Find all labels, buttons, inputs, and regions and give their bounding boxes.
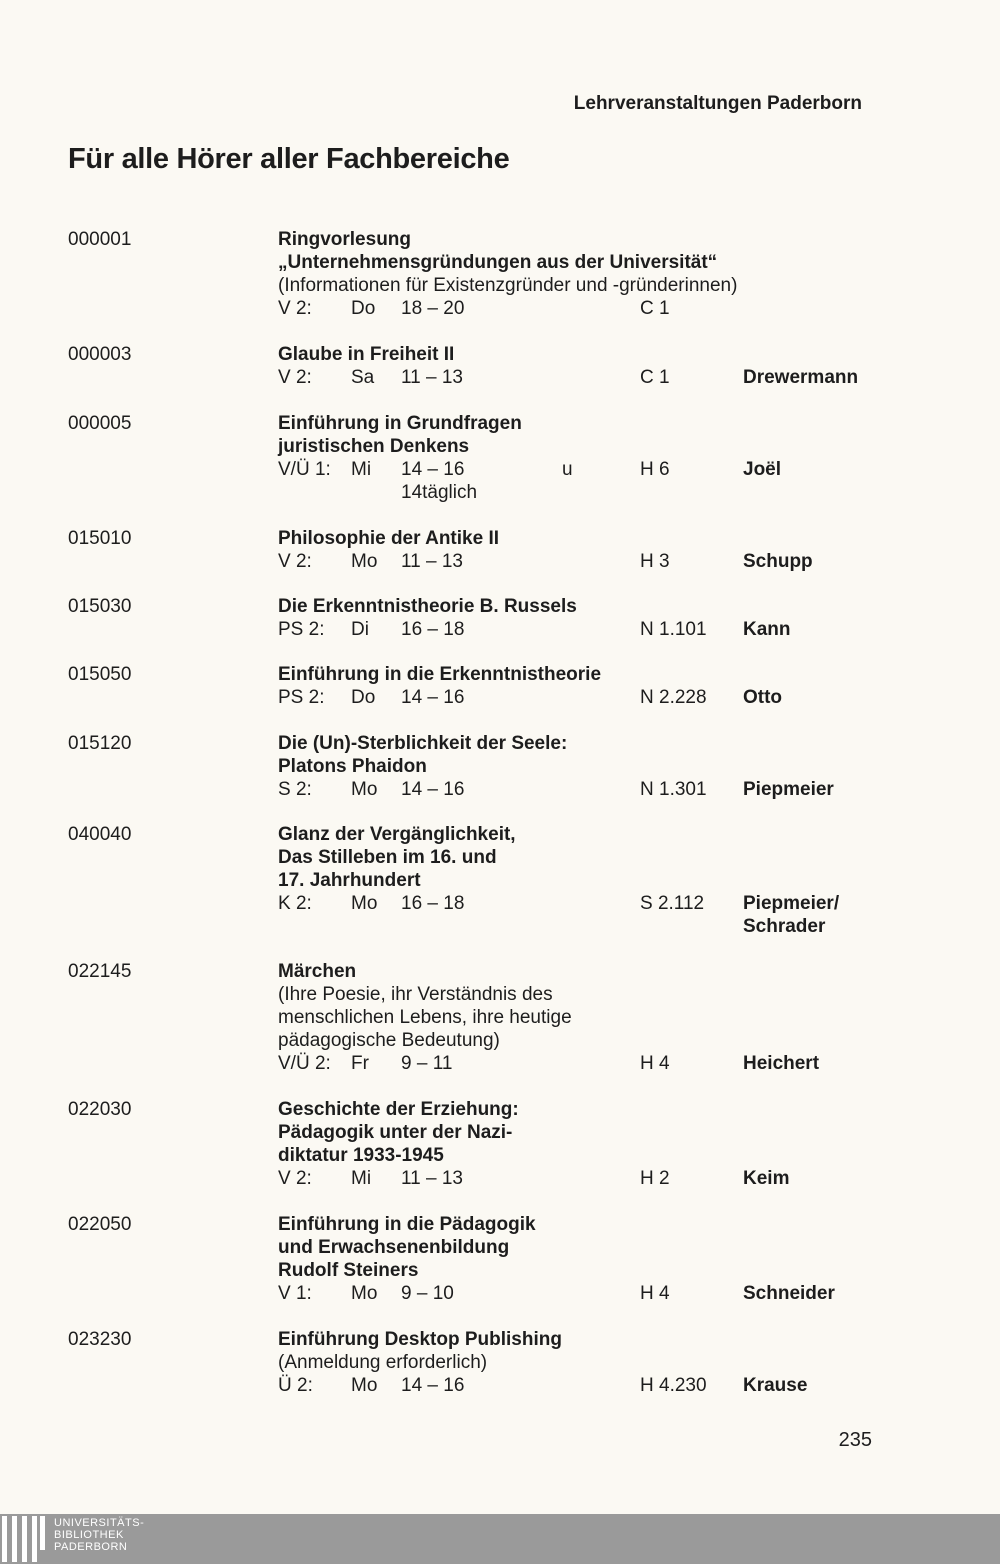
course-title-line: Die Erkenntnistheorie B. Russels (278, 596, 577, 617)
course-number: 000001 (68, 229, 132, 250)
course-note: (Anmeldung erforderlich) (278, 1352, 488, 1373)
course-schedule (278, 366, 748, 389)
course-lecturer (743, 1052, 943, 1075)
library-name-line: BIBLIOTHEK (54, 1529, 124, 1541)
course-title-line: und Erwachsenenbildung (278, 1237, 510, 1258)
course-type: V 1: (278, 1283, 312, 1304)
course-title-line: 17. Jahrhundert (278, 870, 421, 891)
course-title-line: Philosophie der Antike II (278, 528, 499, 549)
course-time: 9 – 10 (401, 1283, 454, 1304)
lecturer-line: Krause (743, 1375, 808, 1396)
course-title-line: Pädagogik unter der Nazi- (278, 1122, 513, 1143)
course-type: V 2: (278, 1168, 312, 1189)
course-body (278, 663, 748, 709)
course-day: Mo (351, 1375, 378, 1396)
course-body (278, 595, 748, 641)
course-number: 015030 (68, 596, 132, 617)
course-body (278, 823, 748, 915)
course-room: S 2.112 (640, 893, 705, 914)
course-body (278, 228, 748, 320)
course-type: S 2: (278, 779, 312, 800)
course-title-line: Rudolf Steiners (278, 1260, 419, 1281)
course-note: pädagogische Bedeutung) (278, 1030, 500, 1051)
course-schedule (278, 297, 748, 320)
page-title: Für alle Hörer aller Fachbereiche (68, 143, 510, 175)
course-number: 022050 (68, 1214, 132, 1235)
library-name-line: UNIVERSITÄTS- (54, 1517, 145, 1529)
course-time: 14 – 16 (401, 1375, 465, 1396)
course-time: 14 – 16 (401, 687, 465, 708)
course-lecturer (743, 1374, 943, 1397)
course-room: N 2.228 (640, 687, 707, 708)
course-lecturer (743, 458, 943, 481)
course-note: (Informationen für Existenzgründer und -gründerinnen) (278, 275, 738, 296)
lecturer-line: Otto (743, 687, 783, 708)
course-title-line: Märchen (278, 961, 357, 982)
course-body (278, 1213, 748, 1305)
lecturer-line: Joël (743, 459, 782, 480)
course-lecturer (743, 778, 943, 801)
course-lecturer (743, 1282, 943, 1305)
course-number: 022145 (68, 961, 132, 982)
course-schedule (278, 550, 748, 573)
course-time: 14 – 16 (401, 779, 465, 800)
course-title-line: Einführung in die Erkenntnistheorie (278, 664, 602, 685)
course-schedule (278, 778, 748, 801)
course-lecturer (743, 1167, 943, 1190)
course-day: Mi (351, 1168, 372, 1189)
lecturer-line: Schupp (743, 551, 813, 572)
course-schedule (278, 1374, 748, 1397)
course-number: 023230 (68, 1329, 132, 1350)
course-time: 11 – 13 (401, 551, 463, 572)
course-room: C 1 (640, 298, 670, 319)
lecturer-line: Keim (743, 1168, 790, 1189)
course-number: 000005 (68, 413, 132, 434)
course-type: V/Ü 1: (278, 459, 331, 480)
course-body (278, 527, 748, 573)
course-lecturer (743, 550, 943, 573)
course-title-line: Ringvorlesung (278, 229, 412, 250)
page-number: 235 (838, 1429, 872, 1451)
course-title-line: diktatur 1933-1945 (278, 1145, 444, 1166)
course-schedule (278, 686, 748, 709)
course-number: 022030 (68, 1099, 132, 1120)
course-day: Mi (351, 459, 372, 480)
course-schedule (278, 458, 748, 481)
course-lecturer (743, 366, 943, 389)
running-head: Lehrveranstaltungen Paderborn (573, 93, 862, 114)
course-title-line: Platons Phaidon (278, 756, 427, 777)
lecturer-line: Piepmeier/ (743, 893, 840, 914)
course-room: H 3 (640, 551, 670, 572)
course-type: V 2: (278, 551, 312, 572)
course-title-line: Geschichte der Erziehung: (278, 1099, 519, 1120)
course-day: Sa (351, 367, 375, 388)
course-room: N 1.301 (640, 779, 707, 800)
library-name (54, 1517, 144, 1553)
course-schedule (278, 892, 748, 915)
course-frequency: 14täglich (401, 482, 478, 503)
course-room: H 4 (640, 1053, 670, 1074)
course-time: 16 – 18 (401, 893, 465, 914)
course-lecturer (743, 892, 943, 938)
course-schedule (278, 1282, 748, 1305)
course-schedule (278, 1052, 748, 1075)
library-name-line: PADERBORN (54, 1541, 128, 1553)
course-time: 11 – 13 (401, 1168, 463, 1189)
course-time: 9 – 11 (401, 1053, 453, 1074)
course-number: 040040 (68, 824, 132, 845)
course-number: 015120 (68, 733, 132, 754)
course-type: PS 2: (278, 687, 325, 708)
course-number: 015050 (68, 664, 132, 685)
course-title-line: Glanz der Vergänglichkeit, (278, 824, 516, 845)
course-title-line: Einführung in die Pädagogik (278, 1214, 536, 1235)
lecturer-line: Schneider (743, 1283, 835, 1304)
lecturer-line: Schrader (743, 916, 826, 937)
course-title-line: Einführung Desktop Publishing (278, 1329, 562, 1350)
course-type: K 2: (278, 893, 312, 914)
course-time: 14 – 16 (401, 459, 465, 480)
course-day: Mo (351, 779, 378, 800)
course-room: N 1.101 (640, 619, 707, 640)
course-extra: u (562, 459, 573, 480)
course-day: Fr (351, 1053, 369, 1074)
course-lecturer (743, 686, 943, 709)
course-body (278, 732, 748, 801)
course-time: 16 – 18 (401, 619, 465, 640)
course-number: 015010 (68, 528, 132, 549)
course-title-line: Die (Un)-Sterblichkeit der Seele: (278, 733, 568, 754)
course-title-line: Das Stilleben im 16. und (278, 847, 497, 868)
course-time: 11 – 13 (401, 367, 463, 388)
lecturer-line: Piepmeier (743, 779, 834, 800)
course-room: C 1 (640, 367, 670, 388)
course-note: (Ihre Poesie, ihr Verständnis des (278, 984, 553, 1005)
library-footer (0, 1514, 1000, 1564)
course-body (278, 1328, 748, 1397)
course-number: 000003 (68, 344, 132, 365)
course-room: H 6 (640, 459, 670, 480)
lecturer-line: Drewermann (743, 367, 859, 388)
course-day: Di (351, 619, 369, 640)
course-room: H 2 (640, 1168, 670, 1189)
course-lecturer (743, 618, 943, 641)
lecturer-line: Kann (743, 619, 791, 640)
course-room: H 4.230 (640, 1375, 707, 1396)
course-day: Do (351, 298, 376, 319)
course-schedule (278, 618, 748, 641)
course-time: 18 – 20 (401, 298, 465, 319)
course-body (278, 412, 748, 504)
course-day: Mo (351, 551, 378, 572)
course-type: Ü 2: (278, 1375, 313, 1396)
course-type: V/Ü 2: (278, 1053, 331, 1074)
course-type: V 2: (278, 298, 312, 319)
course-day: Mo (351, 1283, 378, 1304)
course-title-line: Einführung in Grundfragen (278, 413, 522, 434)
course-title-line: juristischen Denkens (278, 436, 470, 457)
course-schedule (278, 1167, 748, 1190)
course-note: menschlichen Lebens, ihre heutige (278, 1007, 572, 1028)
course-title-line: Glaube in Freiheit II (278, 344, 455, 365)
course-body (278, 960, 748, 1075)
library-logo-icon (2, 1516, 48, 1560)
course-day: Mo (351, 893, 378, 914)
course-day: Do (351, 687, 376, 708)
course-body (278, 1098, 748, 1190)
course-body (278, 343, 748, 389)
course-type: V 2: (278, 367, 312, 388)
course-title-line: „Unternehmensgründungen aus der Universität“ (278, 252, 718, 273)
lecturer-line: Heichert (743, 1053, 820, 1074)
course-room: H 4 (640, 1283, 670, 1304)
course-type: PS 2: (278, 619, 325, 640)
